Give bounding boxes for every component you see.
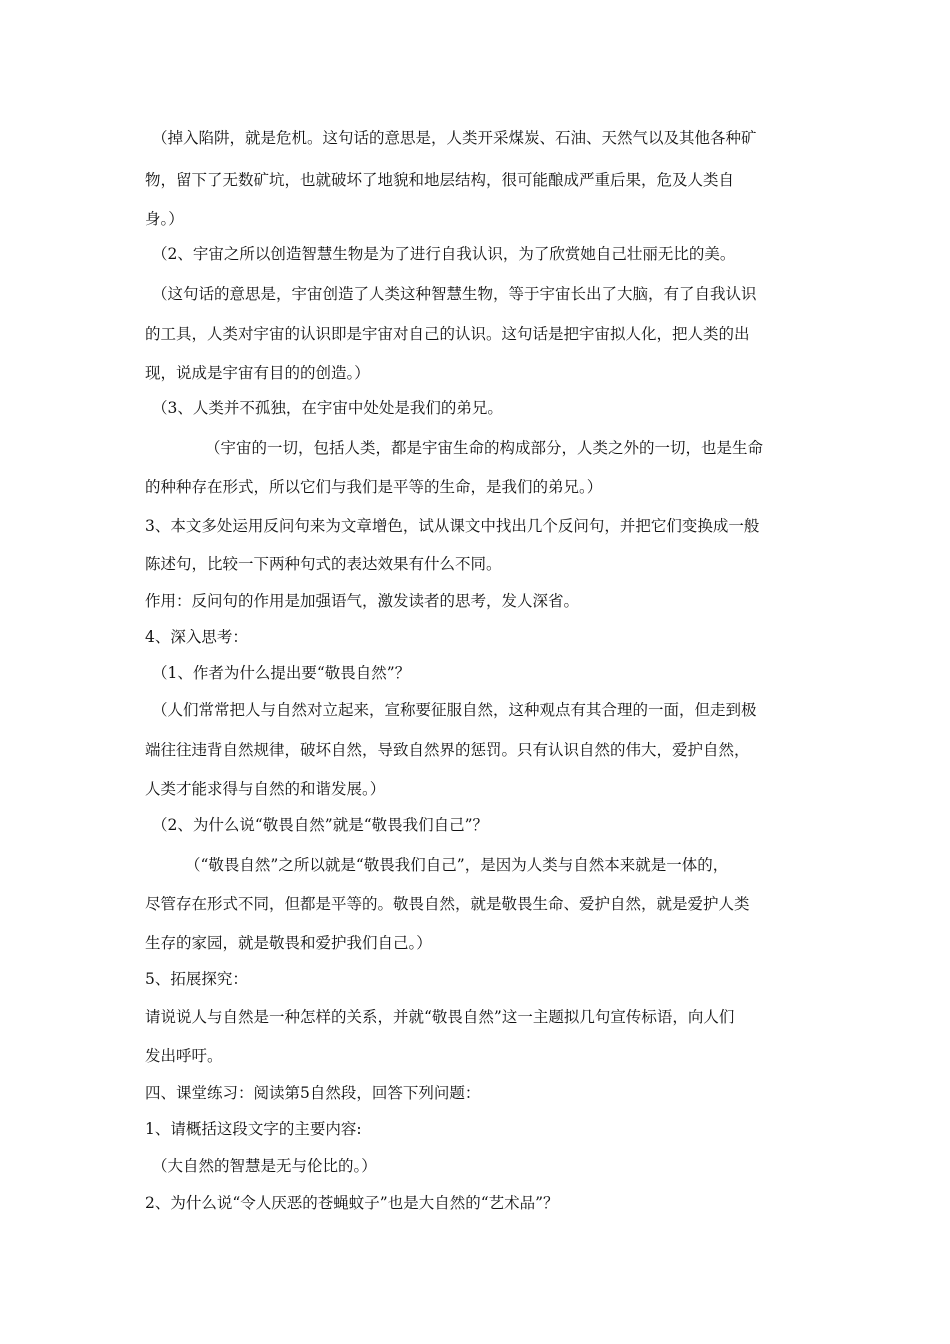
text-line: （3、人类并不孤独，在宇宙中处处是我们的弟兄。 [152, 399, 503, 417]
text-line: 人类才能求得与自然的和谐发展。） [145, 780, 386, 798]
text-line: 现，说成是宇宙有目的的创造。） [145, 364, 370, 382]
text-line: （这句话的意思是，宇宙创造了人类这种智慧生物，等于宇宙长出了大脑，有了自我认识 [152, 285, 757, 303]
text-line: 端往往违背自然规律，破坏自然，导致自然界的惩罚。只有认识自然的伟大，爱护自然， [145, 741, 750, 759]
text-line: 身。） [145, 210, 184, 228]
text-line: 陈述句，比较一下两种句式的表达效果有什么不同。 [145, 555, 502, 573]
text-line: 生存的家园，就是敬畏和爱护我们自己。） [145, 934, 432, 952]
text-line: 四、课堂练习：阅读第5自然段，回答下列问题： [145, 1084, 481, 1102]
text-line: （宇宙的一切，包括人类，都是宇宙生命的构成部分，人类之外的一切，也是生命 [205, 439, 764, 457]
text-line: 的工具，人类对宇宙的认识即是宇宙对自己的认识。这句话是把宇宙拟人化，把人类的出 [145, 325, 750, 343]
text-line: 3、本文多处运用反问句来为文章增色，试从课文中找出几个反问句，并把它们变换成一般 [145, 517, 760, 535]
text-line: 作用：反问句的作用是加强语气，激发读者的思考，发人深省。 [145, 592, 580, 610]
text-line: （1、作者为什么提出要“敬畏自然”？ [152, 664, 411, 682]
text-line: （“敬畏自然”之所以就是“敬畏我们自己”，是因为人类与自然本来就是一体的， [185, 856, 729, 874]
text-line: 2、为什么说“令人厌恶的苍蝇蚊子”也是大自然的“艺术品”？ [145, 1194, 559, 1212]
text-line: 5、拓展探究： [145, 970, 248, 988]
text-line: （2、为什么说“敬畏自然”就是“敬畏我们自己”？ [152, 816, 489, 834]
text-line: 发出呼吁。 [145, 1047, 223, 1065]
text-line: 请说说人与自然是一种怎样的关系，并就“敬畏自然”这一主题拟几句宣传标语，向人们 [145, 1008, 735, 1026]
text-line: 1、请概括这段文字的主要内容: [145, 1120, 362, 1138]
text-line: （2、宇宙之所以创造智慧生物是为了进行自我认识，为了欣赏她自己壮丽无比的美。 [152, 245, 736, 263]
text-line: （大自然的智慧是无与伦比的。） [152, 1157, 377, 1175]
text-line: 的种种存在形式，所以它们与我们是平等的生命，是我们的弟兄。） [145, 478, 603, 496]
text-line: （掉入陷阱，就是危机。这句话的意思是，人类开采煤炭、石油、天然气以及其他各种矿 [152, 129, 757, 147]
text-line: 尽管存在形式不同，但都是平等的。敬畏自然，就是敬畏生命、爱护自然，就是爱护人类 [145, 895, 750, 913]
text-line: 物，留下了无数矿坑，也就破坏了地貌和地层结构，很可能酿成严重后果，危及人类自 [145, 171, 735, 189]
text-line: （人们常常把人与自然对立起来，宣称要征服自然，这种观点有其合理的一面，但走到极 [152, 701, 757, 719]
text-line: 4、深入思考： [145, 628, 248, 646]
